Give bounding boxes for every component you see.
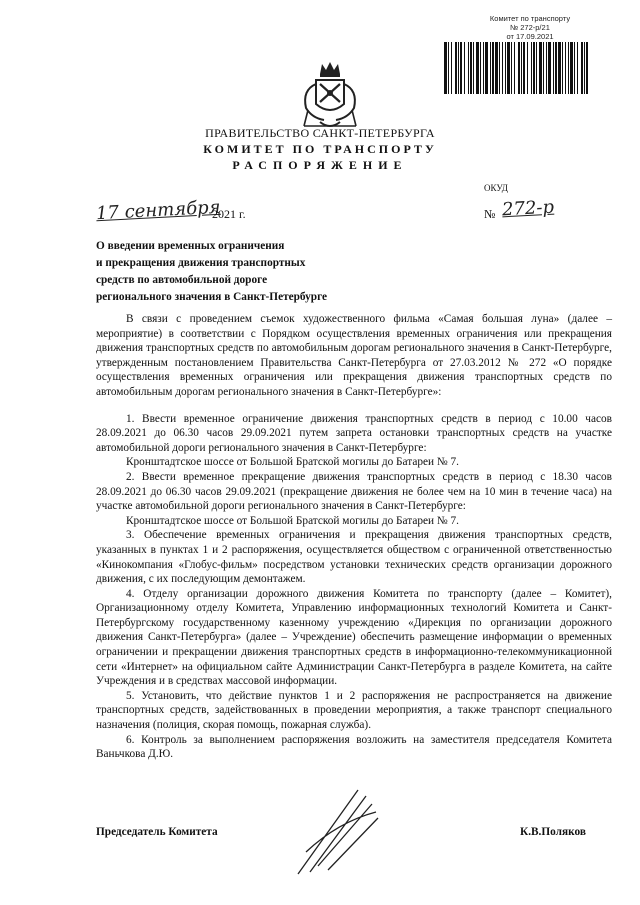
barcode-icon	[442, 42, 590, 94]
stamp-line-3: от 17.09.2021	[506, 32, 554, 41]
paragraph-6: 6. Контроль за выполнением распоряжения возложить на заместителя председателя Комитета Ваньчкова Д.Ю.	[96, 733, 612, 761]
title-line-4: регионального значения в Санкт-Петербурге	[96, 291, 328, 303]
signatory-position: Председатель Комитета	[96, 826, 218, 838]
handwritten-number: 272-р	[501, 196, 555, 221]
paragraph-4: 4. Отделу организации дорожного движения Комитета по транспорту (далее – Комитет), Организационному отделу Комитета, Управлению информационных технологий Комитета и Санкт-Петербургскому государственному казенному учреждению «Дирекция по организации дорожного движения Санкт-Петербурга» (далее – Учреждение) обеспечить размещение информации о временных ограничении и прекращении движения транспортных средств в информационно-телекоммуникационной сети «Интернет» на официальном сайте Администрации Санкт-Петербурга в разделе Комитета, на сайте Учреждения и в средствах массовой информации.	[96, 587, 612, 688]
document-title	[96, 238, 396, 306]
document-type: РАСПОРЯЖЕНИЕ	[232, 158, 408, 172]
paragraph-2: 2. Ввести временное прекращение движения транспортных средств в период с 18.30 часов 28.09.2021 до 06.30 часов 29.09.2021 (прекращение движения не более чем на 10 мин в течение часа) на участке автомобильной дороги регионального значения в Санкт-Петербурге:	[96, 470, 612, 513]
handwritten-signature-icon	[288, 782, 388, 882]
paragraph-2-road: Кронштадтское шоссе от Большой Братской могилы до Батареи № 7.	[126, 514, 459, 527]
date-year: 2021 г.	[212, 207, 246, 221]
paragraph-3: 3. Обеспечение временных ограничения и прекращения движения транспортных средств, указанных в пунктах 1 и 2 распоряжения, осуществляется обществом с ограниченной ответственностью «Кинокомпания «Глобус-фильм» посредством установки технических средств организации дорожного движения, с их последующим демонтажем.	[96, 529, 612, 586]
handwritten-date: 17 сентября	[95, 196, 222, 225]
title-line-1: О введении временных ограничения	[96, 240, 285, 252]
intro-paragraph: В связи с проведением съемок художественного фильма «Самая большая луна» (далее – мероприятие) в соответствии с Порядком осуществления временных ограничения или прекращения движения транспортных средств по автомобильным дорогам регионального значения в Санкт-Петербурге, утвержденным постановлением Правительства Санкт-Петербурга от 27.03.2012 № 272 «О порядке осуществления временных ограничения или прекращения движения транспортных средств по автомобильным дорогам регионального значения в Санкт-Петербурге»:	[96, 313, 612, 398]
okud-label: ОКУД	[484, 183, 508, 193]
coat-of-arms-icon	[298, 60, 362, 132]
document-body	[96, 312, 612, 762]
paragraph-5: 5. Установить, что действие пунктов 1 и 2 распоряжения не распространяется на движение транспортных средств, задействованных в проведении мероприятия, а также транспорт специального назначения (полиция, скорая помощь, пожарная служба).	[96, 689, 612, 732]
title-line-2: и прекращения движения транспортных	[96, 257, 306, 269]
government-name: ПРАВИТЕЛЬСТВО САНКТ-ПЕТЕРБУРГА	[205, 126, 435, 140]
signatory-name: К.В.Поляков	[520, 826, 586, 838]
stamp-line-2: № 272-р/21	[510, 23, 550, 32]
committee-name: КОМИТЕТ ПО ТРАНСПОРТУ	[203, 142, 437, 156]
number-sign: №	[484, 207, 496, 221]
paragraph-1-road: Кронштадтское шоссе от Большой Братской могилы до Батареи № 7.	[126, 456, 459, 469]
title-line-3: средств по автомобильной дороге	[96, 274, 268, 286]
registration-stamp	[470, 14, 590, 41]
paragraph-1: 1. Ввести временное ограничение движения транспортных средств в период с 10.00 часов 28.09.2021 до 06.30 часов 29.09.2021 путем запрета остановки транспортных средств на участке автомобильной дороги регионального значения в Санкт-Петербурге:	[96, 412, 612, 454]
stamp-line-1: Комитет по транспорту	[489, 14, 571, 23]
